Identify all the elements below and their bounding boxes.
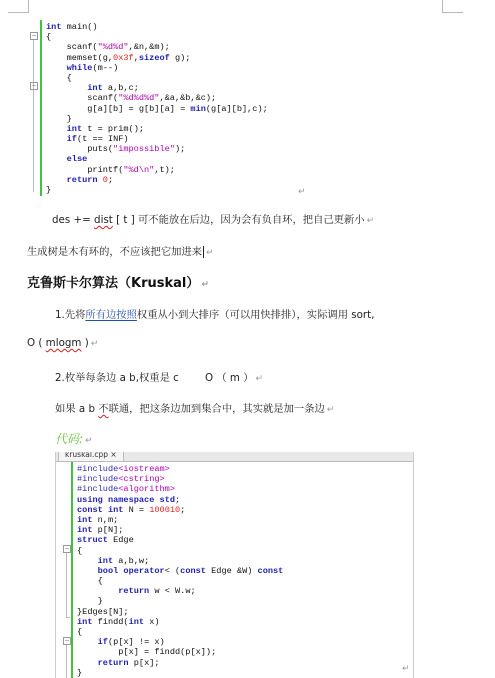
code-line [46,154,268,164]
code-token: Edge [107,535,134,546]
code-token: "%d%d%d" [118,93,160,104]
code-line [77,535,283,545]
code-token: std [159,494,176,505]
code-token [77,556,98,566]
code-line [77,525,283,535]
paragraph-mark-icon: ↵ [201,280,209,290]
code-token [77,586,118,596]
code-token: } [46,185,52,195]
paragraph-mark-icon: ↵ [255,374,264,384]
code-token [46,154,67,164]
code-block-kruskal [55,452,414,678]
code-line [77,576,283,586]
code-token: int [66,123,83,134]
paragraph-dist-note: des += dist [ t ] 可不能放在后边，因为会有负自环，把自己更新小 ↵ [52,214,375,226]
code-token: int [77,525,93,536]
code-lines [77,464,283,678]
code-line [77,495,283,505]
code-token: (g[a][b],c); [205,103,268,114]
code-token: } [77,596,103,607]
code-token: ,t); [154,164,175,175]
code-token: printf( [46,164,124,175]
code-line [77,668,283,678]
code-token: { [77,545,83,556]
code-lines [46,22,268,195]
editor-tab-bar [56,452,413,462]
code-token: if [97,637,108,648]
code-token [46,175,67,185]
fold-gutter: − − [27,20,39,196]
code-line [77,505,283,515]
code-token: findd( [92,616,129,627]
code-token: struct [77,535,108,546]
code-line [46,165,268,175]
code-label: 代码: ↵ [55,432,93,446]
code-token: p[N]; [92,525,124,536]
code-token: p[x]; [128,657,160,668]
code-token: #include [77,484,119,495]
code-token: <cstring> [118,474,165,485]
code-token: scanf( [46,42,98,53]
code-line [77,658,283,668]
code-token: x) [144,616,160,627]
link-text[interactable]: 所有边按照 [85,309,137,321]
code-token: "%d\n" [123,164,155,175]
code-line [77,586,283,596]
code-token: main() [61,22,98,32]
code-line [46,32,268,42]
code-token: { [46,72,72,83]
code-line [46,53,268,63]
code-token: #include [77,474,119,485]
code-line [46,185,268,195]
code-token: min [190,103,206,114]
code-token: (p[x] != x) [107,637,165,648]
code-token [46,83,87,93]
code-token: } [77,667,83,678]
code-line [77,596,283,606]
code-line [77,474,283,484]
code-token: (t == INF) [76,134,129,145]
paragraph-tree-note: 生成树是木有环的，不应该把它加进来 ↵ [27,246,214,258]
code-token: using namespace [77,494,155,505]
code-token: int [128,616,145,627]
code-token [77,566,98,576]
code-line [77,566,283,576]
paragraph-union-note: 如果 a b 不联通，把这条边加到集合中，其实就是加一条边 ↵ [55,403,335,415]
code-line [77,464,283,474]
code-token: ,&n,&m); [128,42,170,53]
code-token: const [257,565,284,576]
code-token: ; [107,174,114,185]
code-line [77,607,283,617]
code-token: { [77,576,103,587]
code-token: if [66,134,77,145]
code-token: 100010 [149,504,181,515]
code-line [77,556,283,566]
code-line [46,134,268,144]
code-line [46,22,268,32]
change-bar [40,20,42,196]
code-token: return [97,657,129,668]
code-token: 0 [102,174,108,185]
code-token: t = prim(); [82,123,145,134]
code-token: "%d%d" [97,42,129,53]
code-line [77,515,283,525]
code-token: < ( [164,565,181,576]
code-token: return [66,174,98,185]
code-token: ; [175,494,181,505]
code-token: } [46,113,72,124]
code-token: sizeof [138,52,170,63]
code-token [77,658,98,668]
code-line [46,124,268,134]
code-token [46,124,67,134]
code-token [46,134,67,144]
fold-gutter: − − [56,462,68,678]
paragraph-mark-icon: ↵ [366,216,375,226]
code-line [46,114,268,124]
code-line [46,83,268,93]
code-token: int [77,616,93,627]
list-item-enumerate: 2.枚举每条边 a b,权重是 c O （ m ） ↵ [55,372,264,384]
code-token: n,m; [92,514,119,525]
code-token: p[x] = findd(p[x]); [77,647,217,658]
code-token: w < W.w; [149,586,196,597]
code-token: memset(g, [46,52,114,63]
paragraph-mark-icon: ↵ [90,339,99,349]
code-token: bool operator [97,565,165,576]
code-token: ,&a,&b,&c); [159,93,217,104]
code-line [46,42,268,52]
list-item-sort: 1.先将所有边按照权重从小到大排序（可以用快排排），实际调用 sort, [55,309,375,321]
code-block-prim [27,20,447,196]
code-line [77,627,283,637]
paragraph-mark-icon: ↵ [326,405,335,415]
code-line [46,73,268,83]
code-token: else [66,154,88,165]
section-heading: 克鲁斯卡尔算法（Kruskal） ↵ [27,276,209,291]
code-token: while [66,62,93,73]
code-token: int [87,83,103,94]
code-token: "impossible" [113,144,175,155]
code-line [46,104,268,114]
code-token [77,637,98,647]
code-token: (m--) [92,62,119,73]
paragraph-mark-icon: ↵ [85,436,93,446]
code-token: puts( [46,144,114,155]
tab-kruskal[interactable]: kruskal.cpp × [58,452,124,462]
paragraph-mark-icon: ↵ [206,248,214,258]
paragraph-mark-icon: ↵ [402,664,410,674]
page-corner-top-right [442,0,463,13]
code-line [46,63,268,73]
code-token: const int [77,504,124,515]
code-token: a,b,c; [102,83,139,94]
code-line [77,647,283,657]
code-token: g); [169,52,191,63]
code-line [46,144,268,154]
code-token: { [46,32,52,43]
code-line [77,617,283,627]
code-token: const [180,565,206,576]
code-token: 0x3f [113,52,134,63]
code-token: <algorithm> [118,484,175,495]
code-line [46,175,268,185]
code-token: { [77,627,83,637]
code-token: N = [123,504,150,515]
code-token: scanf( [46,93,119,104]
code-line [77,637,283,647]
code-line [77,484,283,494]
code-token: #include [77,464,119,474]
page-corner-top-left [8,0,29,13]
code-token: , [133,52,139,63]
code-token: g[a][b] = g[b][a] = [46,103,191,114]
code-token: int [97,555,114,566]
list-item-sort-complexity: O ( mlogm ) ↵ [27,337,99,349]
code-token: return [118,586,150,597]
code-token: ; [180,504,186,515]
code-token: ); [174,144,186,155]
code-token: a,b,w; [113,555,150,566]
code-token: int [77,514,93,525]
code-token: }Edges[N]; [77,606,129,617]
code-token: Edge &W) [205,565,258,576]
code-token [46,63,67,73]
code-token: int [46,22,62,32]
code-token: <iostream> [118,464,170,474]
paragraph-mark-icon: ↵ [298,187,306,197]
change-bar [71,462,73,678]
code-line [46,93,268,103]
code-line [77,546,283,556]
